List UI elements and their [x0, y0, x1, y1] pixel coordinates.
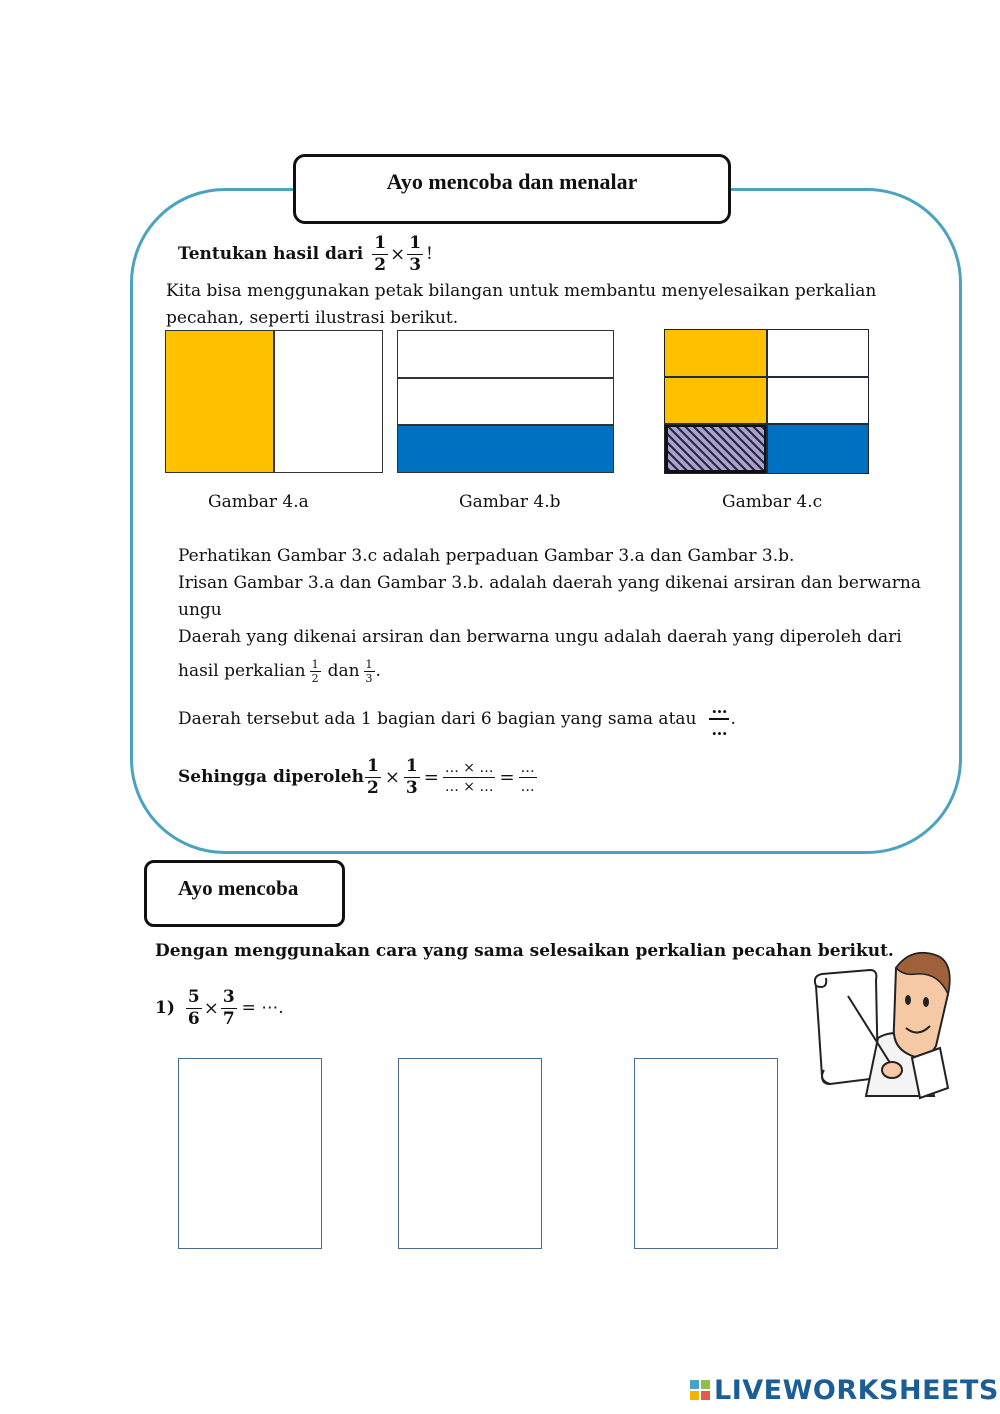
- answer-box-3[interactable]: [634, 1058, 778, 1249]
- problem-1-times: ×: [203, 997, 219, 1019]
- problem-1-fraction-2: $\frac{3}{7}$: [222, 986, 235, 1029]
- section2-instruction: Dengan menggunakan cara yang sama selesaikan perkalian pecahan berikut.: [155, 941, 894, 961]
- figure-4c-horizontal-divider-2: [664, 423, 869, 425]
- figure-4b-outline: [397, 330, 614, 473]
- section2-title-box: [144, 860, 345, 927]
- answer-box-2[interactable]: [398, 1058, 542, 1249]
- task-fraction-1: $\frac{1}{2}$: [374, 232, 387, 275]
- liveworksheets-logo: [690, 1374, 999, 1406]
- figure-4b-divider-2: [397, 424, 614, 426]
- task-suffix: !: [426, 244, 433, 264]
- logo-icon: [690, 1380, 710, 1400]
- result-equals: =: [423, 766, 439, 788]
- figure-4c-vertical-divider: [766, 329, 768, 474]
- explanation-p3b: [178, 652, 381, 690]
- caption-4a: Gambar 4.a: [208, 492, 309, 512]
- problem-1-fraction-1: $\frac{5}{6}$: [187, 986, 200, 1029]
- times-symbol: ×: [390, 243, 406, 265]
- problem-1-number: 1): [155, 998, 175, 1018]
- task-prefix: Tentukan hasil dari: [178, 244, 364, 264]
- result-blank-product: $\frac{\dots \times \dots}{\dots \times \dots}$: [444, 759, 494, 795]
- section2-title: Ayo mencoba: [178, 876, 299, 900]
- intro-line-2: pecahan, seperti ilustrasi berikut.: [166, 308, 459, 328]
- p4-end: .: [730, 708, 736, 729]
- cartoon-character-illustration: [808, 946, 956, 1104]
- result-line: [178, 753, 538, 801]
- problem-1: [155, 983, 284, 1033]
- p3b-end: .: [375, 660, 381, 681]
- answer-box-1[interactable]: [178, 1058, 322, 1249]
- result-fraction-1: $\frac{1}{2}$: [366, 755, 379, 798]
- figure-4c-horizontal-divider-1: [664, 376, 869, 378]
- explanation-p2a: Irisan Gambar 3.a dan Gambar 3.b. adalah daerah yang dikenai arsiran dan berwarna: [178, 573, 922, 593]
- caption-4c: Gambar 4.c: [722, 492, 823, 512]
- explanation-p3a: Daerah yang dikenai arsiran dan berwarna ungu adalah daerah yang diperoleh dari: [178, 627, 902, 647]
- explanation-p1: Perhatikan Gambar 3.c adalah perpaduan Gambar 3.a dan Gambar 3.b.: [178, 546, 795, 566]
- explanation-p4: [178, 694, 736, 744]
- task-line: [178, 230, 433, 278]
- result-equals-2: =: [499, 766, 515, 788]
- intro-line-1: Kita bisa menggunakan petak bilangan untuk membantu menyelesaikan perkalian: [166, 281, 877, 301]
- result-times: ×: [384, 766, 400, 788]
- explanation-p2b: ungu: [178, 600, 222, 620]
- figure-4a-divider: [273, 330, 275, 473]
- logo-text: LIVEWORKSHEETS: [714, 1374, 999, 1406]
- p4-blank-fraction: $\frac{\dots}{\dots}$: [711, 698, 728, 739]
- p3b-fraction-2: $\frac{1}{3}$: [365, 657, 373, 685]
- result-fraction-2: $\frac{1}{3}$: [405, 755, 418, 798]
- p3b-fraction-1: $\frac{1}{2}$: [311, 657, 319, 685]
- problem-1-equals: = ⋯.: [241, 998, 284, 1018]
- header-title-box: [293, 154, 731, 224]
- result-blank-fraction: $\frac{\dots}{\dots}$: [520, 759, 535, 795]
- p3b-prefix: hasil perkalian: [178, 660, 306, 681]
- result-prefix: Sehingga diperoleh: [178, 767, 364, 787]
- p3b-mid: dan: [327, 660, 360, 681]
- p4-text: Daerah tersebut ada 1 bagian dari 6 bagian yang sama atau: [178, 708, 697, 729]
- header-title: Ayo mencoba dan menalar: [386, 169, 638, 194]
- figure-4b-divider-1: [397, 377, 614, 379]
- caption-4b: Gambar 4.b: [459, 492, 561, 512]
- task-fraction-2: $\frac{1}{3}$: [409, 232, 422, 275]
